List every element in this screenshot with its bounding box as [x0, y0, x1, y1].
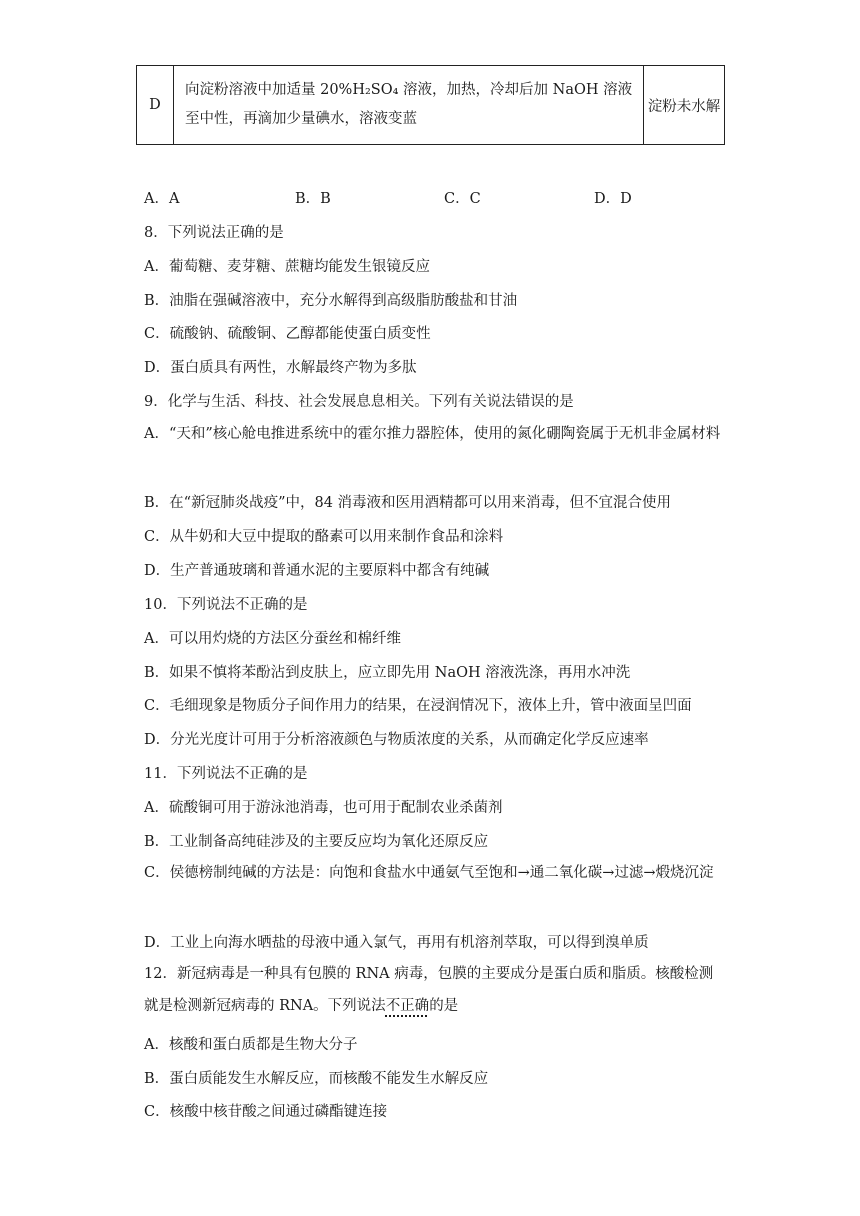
- table-row: [137, 66, 725, 145]
- q11-option-c: C．侯德榜制纯碱的方法是：向饱和食盐水中通氨气至饱和→通二氧化碳→过滤→煅烧沉淀: [144, 865, 714, 881]
- option-b: B．B: [295, 191, 331, 207]
- q10-stem: 10．下列说法不正确的是: [144, 597, 308, 613]
- row-letter: D: [137, 66, 174, 145]
- q10-option-d: D．分光光度计可用于分析溶液颜色与物质浓度的关系，从而确定化学反应速率: [144, 732, 649, 748]
- q7-options: [144, 187, 724, 207]
- q8-stem: 8．下列说法正确的是: [144, 225, 284, 241]
- q12-stem-tail: 的是: [429, 998, 459, 1014]
- q12-stem-main: 12．新冠病毒是一种具有包膜的 RNA 病毒，包膜的主要成分是蛋白质和脂质。核酸检测就是检测新冠病毒的 RNA。下列说法: [144, 966, 714, 1014]
- q8-option-a: A．葡萄糖、麦芽糖、蔗糖均能发生银镜反应: [144, 259, 430, 275]
- q9-stem: 9．化学与生活、科技、社会发展息息相关。下列有关说法错误的是: [144, 394, 574, 410]
- option-d: D．D: [594, 191, 632, 207]
- q11-option-d: D．工业上向海水晒盐的母液中通入氯气，再用有机溶剂萃取，可以得到溴单质: [144, 935, 649, 951]
- option-a: A．A: [144, 191, 180, 207]
- q9-option-a: A．“天和”核心舱电推进系统中的霍尔推力器腔体，使用的氮化硼陶瓷属于无机非金属材料: [144, 426, 721, 442]
- q12-option-a: A．核酸和蛋白质都是生物大分子: [144, 1037, 358, 1053]
- q8-option-d: D．蛋白质具有两性，水解最终产物为多肽: [144, 360, 417, 376]
- row-operation: 向淀粉溶液中加适量 20%H₂SO₄ 溶液，加热，冷却后加 NaOH 溶液至中性，再滴加少量碘水，溶液变蓝: [174, 66, 644, 145]
- row-conclusion: 淀粉未水解: [644, 66, 725, 145]
- option-c: C．C: [444, 191, 481, 207]
- q9-option-d: D．生产普通玻璃和普通水泥的主要原料中都含有纯碱: [144, 563, 490, 579]
- q9-option-c: C．从牛奶和大豆中提取的酪素可以用来制作食品和涂料: [144, 529, 504, 545]
- q11-option-b: B．工业制备高纯硅涉及的主要反应均为氧化还原反应: [144, 834, 489, 850]
- q8-option-b: B．油脂在强碱溶液中，充分水解得到高级脂肪酸盐和甘油: [144, 293, 518, 309]
- q10-option-b: B．如果不慎将苯酚沾到皮肤上，应立即先用 NaOH 溶液洗涤，再用水冲洗: [144, 665, 631, 681]
- experiment-table: [136, 65, 725, 145]
- q12-option-c: C．核酸中核苷酸之间通过磷酯键连接: [144, 1104, 388, 1120]
- q9-option-b: B．在“新冠肺炎战疫”中，84 消毒液和医用酒精都可以用来消毒，但不宜混合使用: [144, 495, 672, 511]
- q11-stem: 11．下列说法不正确的是: [144, 766, 308, 782]
- q8-option-c: C．硫酸钠、硫酸铜、乙醇都能使蛋白质变性: [144, 326, 431, 342]
- q12-stem-emphasis: 不正确: [385, 998, 430, 1014]
- q12-stem: [144, 958, 724, 1022]
- q12-option-b: B．蛋白质能发生水解反应，而核酸不能发生水解反应: [144, 1071, 489, 1087]
- q10-option-a: A．可以用灼烧的方法区分蚕丝和棉纤维: [144, 631, 401, 647]
- q10-option-c: C．毛细现象是物质分子间作用力的结果，在浸润情况下，液体上升，管中液面呈凹面: [144, 698, 692, 714]
- q11-option-a: A．硫酸铜可用于游泳池消毒，也可用于配制农业杀菌剂: [144, 800, 503, 816]
